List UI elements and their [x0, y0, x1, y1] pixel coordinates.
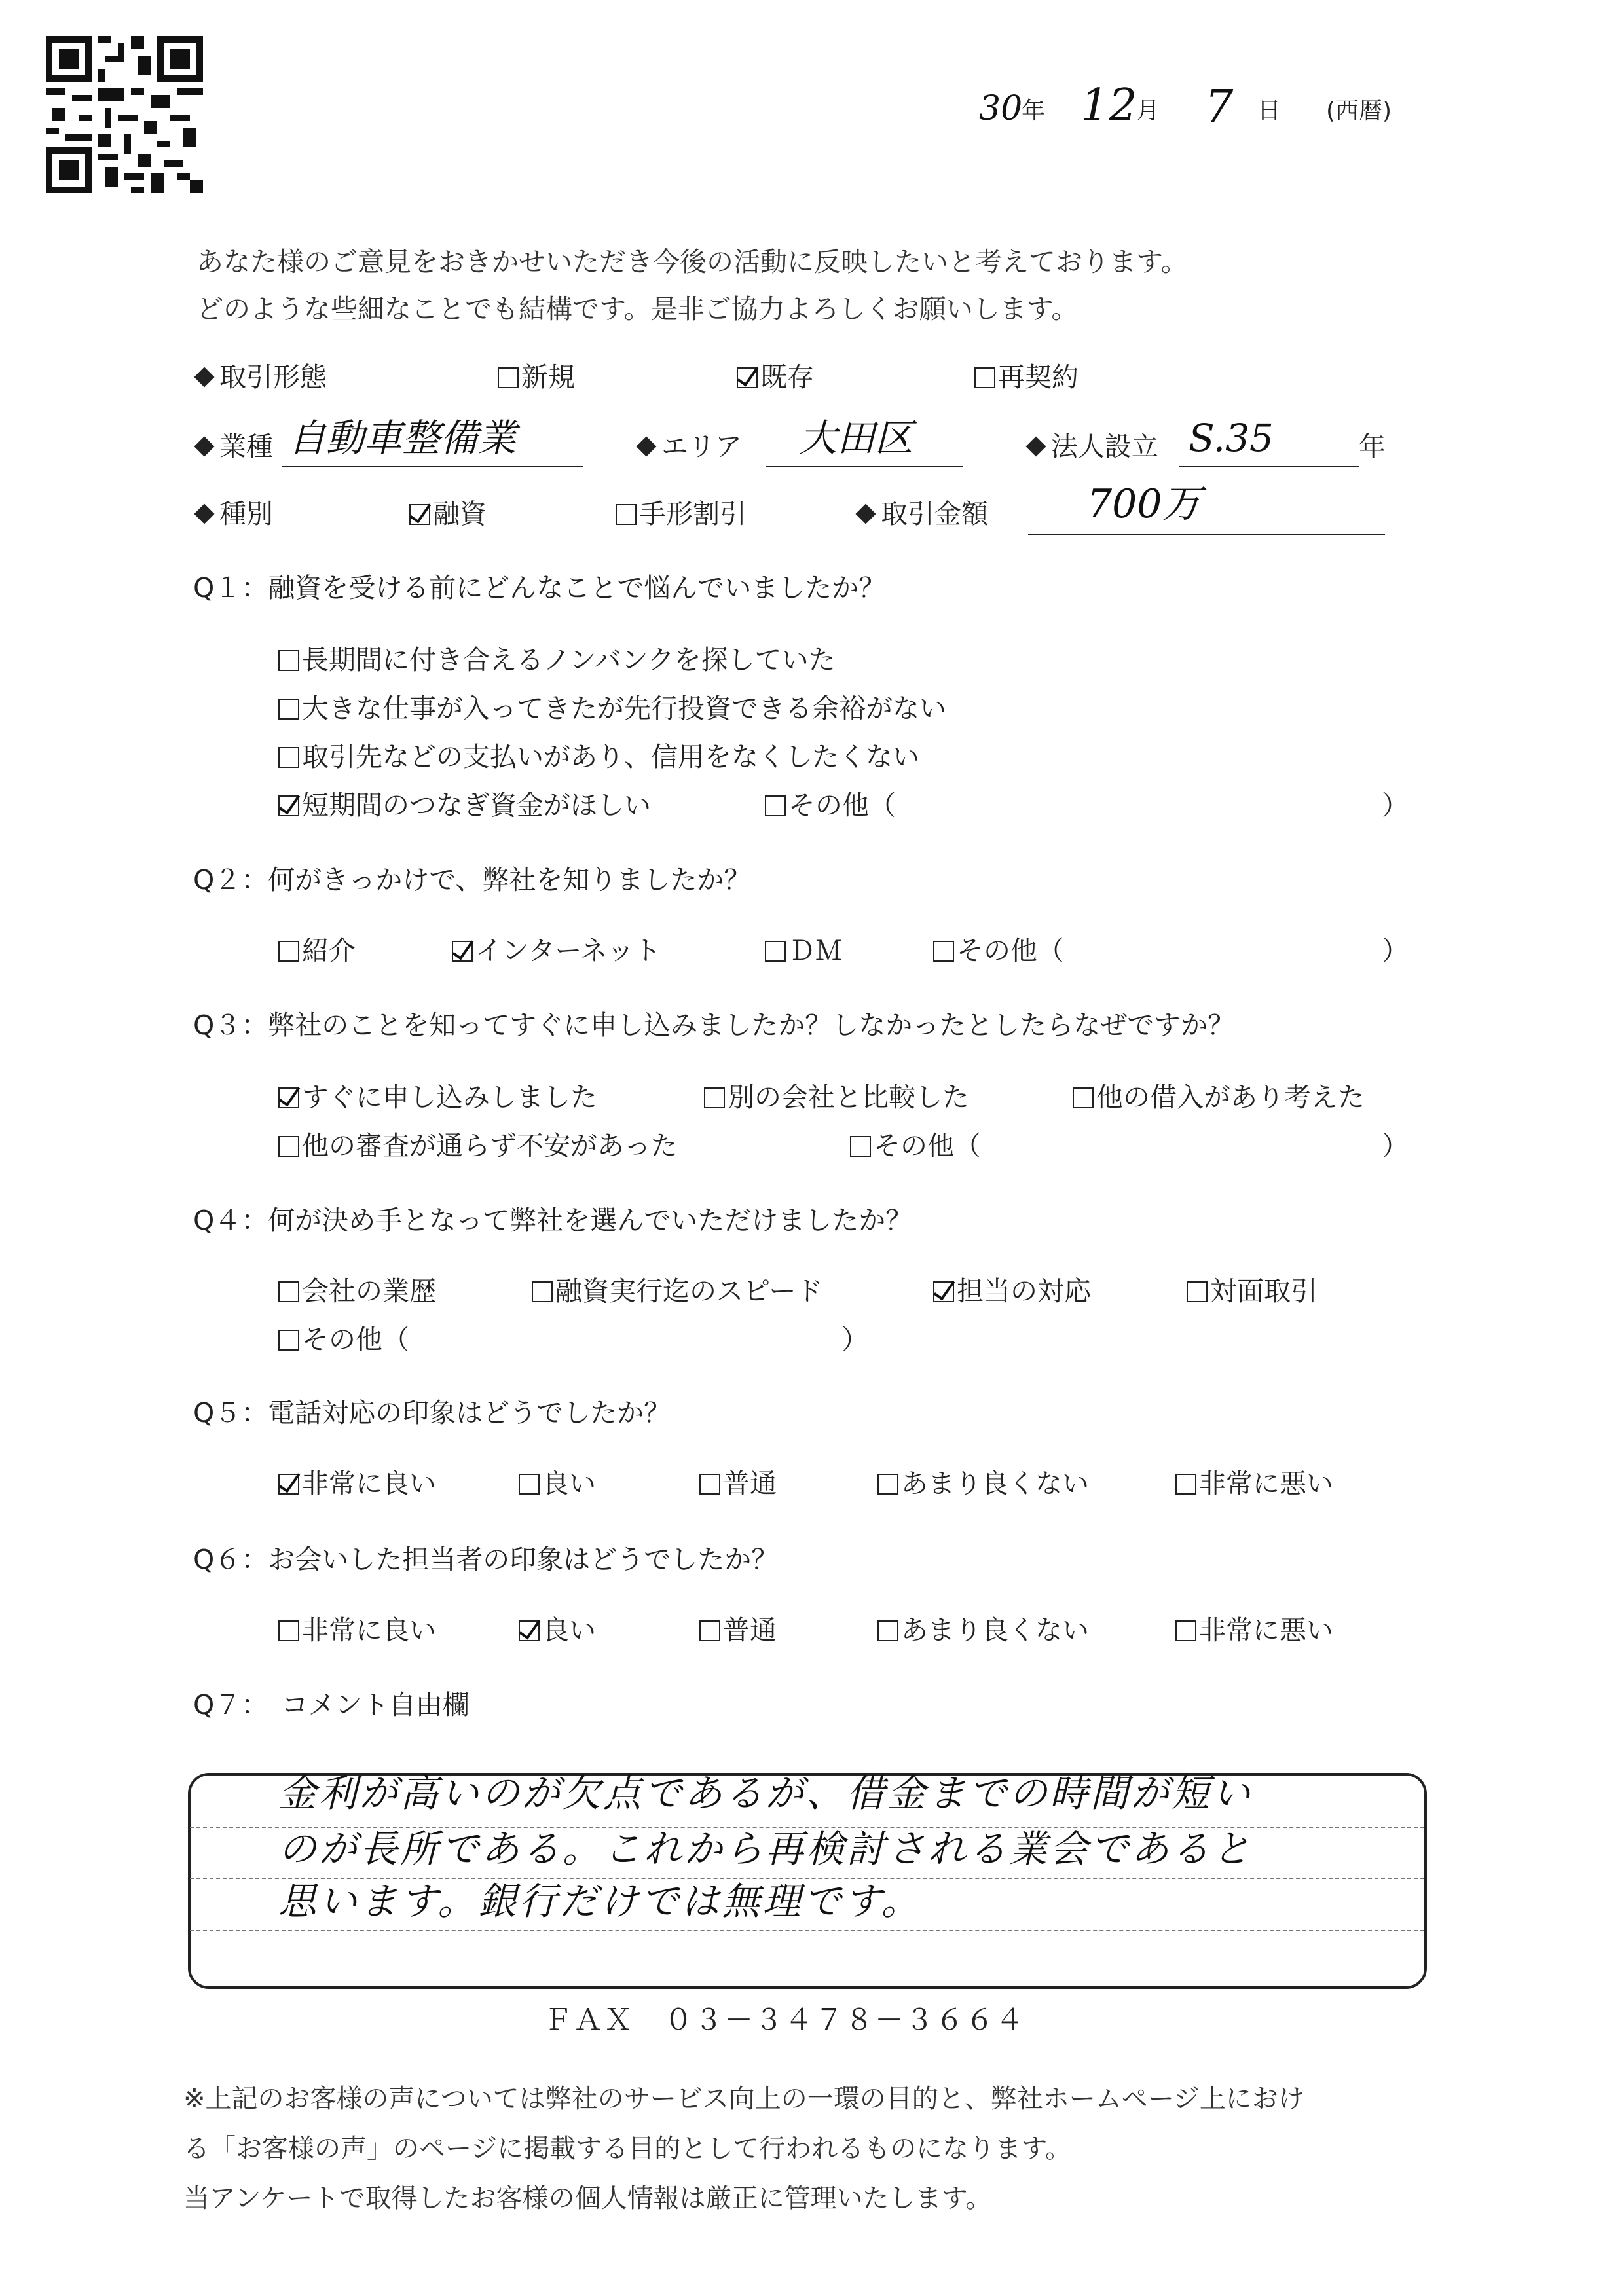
area-value: 大田区 [799, 416, 913, 460]
q1-option-1[interactable]: 長期間に付き合えるノンバンクを探していた [278, 647, 836, 674]
q3-option-3[interactable]: 他の借入があり考えた [1073, 1084, 1365, 1111]
checkbox[interactable] [1175, 1474, 1196, 1495]
checkbox[interactable] [278, 1281, 299, 1302]
category-bill-discount[interactable]: 手形割引 [616, 501, 747, 528]
diamond-bullet-icon [194, 436, 214, 456]
q2-option-3[interactable]: ＤＭ [765, 938, 842, 964]
q7-question: Q７： コメント自由欄 [193, 1689, 470, 1721]
intro-line-2: どのような些細なことでも結構です。是非ご協力よろしくお願いします。 [196, 293, 1079, 325]
checkbox[interactable] [1175, 1620, 1196, 1641]
q3-option-4[interactable]: 他の審査が通らず不安があった [278, 1133, 678, 1159]
q1-option-3[interactable]: 取引先などの支払いがあり、信用をなくしたくない [278, 744, 919, 771]
industry-value: 自動車整備業 [288, 416, 517, 460]
checkbox[interactable] [699, 1620, 720, 1641]
q6-question: Q６：お会いした担当者の印象はどうでしたか？ [193, 1544, 779, 1575]
checkbox[interactable] [699, 1474, 720, 1495]
comment-rule [190, 1930, 1424, 1931]
area-label-row: エリア [635, 433, 742, 460]
checkbox[interactable] [1073, 1087, 1094, 1108]
q4-option-3[interactable]: 担当の対応 [933, 1278, 1091, 1305]
comment-line-3: 思います。銀行だけでは無理です。 [278, 1879, 922, 1923]
checkbox[interactable] [765, 941, 786, 962]
q4-question: Q４：何が決め手となって弊社を選んでいただけましたか？ [193, 1205, 913, 1236]
q1-option-2[interactable]: 大きな仕事が入ってきたが先行投資できる余裕がない [278, 695, 946, 722]
checkbox[interactable] [278, 941, 299, 962]
diamond-bullet-icon [636, 436, 656, 456]
checkbox[interactable] [1187, 1281, 1208, 1302]
checkbox[interactable] [877, 1474, 898, 1495]
checkbox[interactable] [278, 1087, 299, 1108]
q2-other-close: ） [1382, 935, 1409, 966]
q1-other-close: ） [1382, 790, 1409, 821]
checkbox[interactable] [452, 941, 473, 962]
amount-value: 700万 [1087, 481, 1202, 527]
q4-option-4[interactable]: 対面取引 [1187, 1278, 1318, 1305]
checkbox-existing[interactable] [737, 367, 758, 388]
checkbox[interactable] [933, 941, 954, 962]
checkbox[interactable] [765, 795, 786, 816]
date-year: 30 [979, 89, 1023, 128]
q5-option-5[interactable]: 非常に悪い [1175, 1470, 1333, 1497]
deal-type-label: 取引形態 [219, 361, 327, 393]
date-year-unit: 年 [1022, 98, 1046, 124]
area-underline [766, 466, 963, 467]
q1-option-4[interactable]: 短期間のつなぎ資金がほしい [278, 792, 651, 819]
qr-code-icon [46, 36, 203, 193]
established-unit: 年 [1359, 431, 1386, 462]
date-era: (西暦) [1326, 98, 1392, 124]
checkbox[interactable] [278, 1620, 299, 1641]
q2-option-1[interactable]: 紹介 [278, 938, 356, 964]
checkbox[interactable] [933, 1281, 954, 1302]
q4-option-2[interactable]: 融資実行迄のスピード [532, 1278, 822, 1305]
date-day-unit: 日 [1257, 98, 1282, 124]
checkbox[interactable] [704, 1087, 725, 1108]
q1-question: Q１：融資を受ける前にどんなことで悩んでいましたか？ [193, 572, 886, 604]
checkbox[interactable] [278, 1330, 299, 1351]
footer-line-1: ※上記のお客様の声については弊社のサービス向上の一環の目的と、弊社ホームページ上におけ [183, 2084, 1304, 2114]
checkbox[interactable] [278, 699, 299, 720]
q6-option-5[interactable]: 非常に悪い [1175, 1617, 1333, 1644]
q2-option-2[interactable]: インターネット [452, 938, 661, 964]
q6-option-2[interactable]: 良い [519, 1617, 596, 1644]
checkbox[interactable] [877, 1620, 898, 1641]
date-month-unit: 月 [1136, 98, 1160, 124]
checkbox-new[interactable] [498, 367, 519, 388]
q5-option-2[interactable]: 良い [519, 1470, 596, 1497]
deal-type-row [193, 361, 327, 393]
category-label-row: 種別 [193, 501, 273, 528]
q6-option-3[interactable]: 普通 [699, 1617, 777, 1644]
established-underline [1179, 466, 1359, 467]
q4-other-close: ） [841, 1324, 868, 1355]
checkbox-bill-discount[interactable] [616, 504, 637, 525]
date-month: 12 [1080, 80, 1137, 132]
checkbox-loan[interactable] [409, 504, 430, 525]
checkbox-recontract[interactable] [974, 367, 995, 388]
deal-type-recontract[interactable]: 再契約 [974, 364, 1079, 391]
checkbox[interactable] [519, 1474, 540, 1495]
industry-underline [282, 466, 583, 467]
fax-number: ＦＡＸ ０３－３４７８－３６６４ [544, 2003, 1025, 2037]
q6-option-1[interactable]: 非常に良い [278, 1617, 436, 1644]
footer-line-2: る「お客様の声」のページに掲載する目的として行われるものになります。 [183, 2134, 1071, 2164]
diamond-bullet-icon [1025, 436, 1046, 456]
q6-option-4[interactable]: あまり良くない [877, 1617, 1089, 1644]
footer-line-3: 当アンケートで取得したお客様の個人情報は厳正に管理いたします。 [183, 2183, 992, 2214]
diamond-bullet-icon [855, 503, 876, 524]
diamond-bullet-icon [194, 367, 214, 387]
intro-line-1: あなた様のご意見をおきかせいただき今後の活動に反映したいと考えております。 [196, 246, 1188, 278]
comment-line-1: 金利が高いのが欠点であるが、借金までの時間が短い [278, 1771, 1253, 1815]
industry-label-row: 業種 [193, 433, 273, 460]
established-value: S.35 [1189, 416, 1274, 460]
q1-option-other[interactable]: その他（ [765, 792, 896, 819]
checkbox[interactable] [519, 1620, 540, 1641]
q5-option-1[interactable]: 非常に良い [278, 1470, 436, 1497]
amount-label-row: 取引金額 [855, 501, 988, 528]
comment-line-2: のが長所である。これから再検討される業会であると [278, 1827, 1253, 1871]
q4-option-other[interactable]: その他（ [278, 1326, 409, 1353]
category-loan[interactable]: 融資 [409, 501, 487, 528]
checkbox[interactable] [278, 1474, 299, 1495]
q3-question: Q３：弊社のことを知ってすぐに申し込みましたか？しなかったとしたらなぜですか？ [193, 1010, 1235, 1041]
q2-question: Q２：何がきっかけで、弊社を知りましたか？ [193, 864, 751, 896]
q5-option-3[interactable]: 普通 [699, 1470, 777, 1497]
q3-option-2[interactable]: 別の会社と比較した [704, 1084, 969, 1111]
checkbox[interactable] [278, 795, 299, 816]
checkbox[interactable] [850, 1136, 871, 1157]
q2-option-other[interactable]: その他（ [933, 938, 1064, 964]
checkbox[interactable] [278, 1136, 299, 1157]
deal-type-new[interactable]: 新規 [498, 364, 575, 391]
q4-option-1[interactable]: 会社の業歴 [278, 1278, 436, 1305]
checkbox[interactable] [278, 747, 299, 768]
amount-underline [1028, 534, 1385, 535]
established-label-row: 法人設立 [1025, 433, 1158, 460]
checkbox[interactable] [532, 1281, 553, 1302]
deal-type-existing[interactable]: 既存 [737, 364, 814, 391]
checkbox[interactable] [278, 650, 299, 671]
diamond-bullet-icon [194, 503, 214, 524]
date-day: 7 [1205, 81, 1234, 133]
q3-option-1[interactable]: すぐに申し込みしました [278, 1084, 597, 1111]
q3-option-other[interactable]: その他（ [850, 1133, 981, 1159]
q5-question: Q５：電話対応の印象はどうでしたか？ [193, 1397, 671, 1429]
q3-other-close: ） [1382, 1130, 1409, 1161]
q5-option-4[interactable]: あまり良くない [877, 1470, 1089, 1497]
